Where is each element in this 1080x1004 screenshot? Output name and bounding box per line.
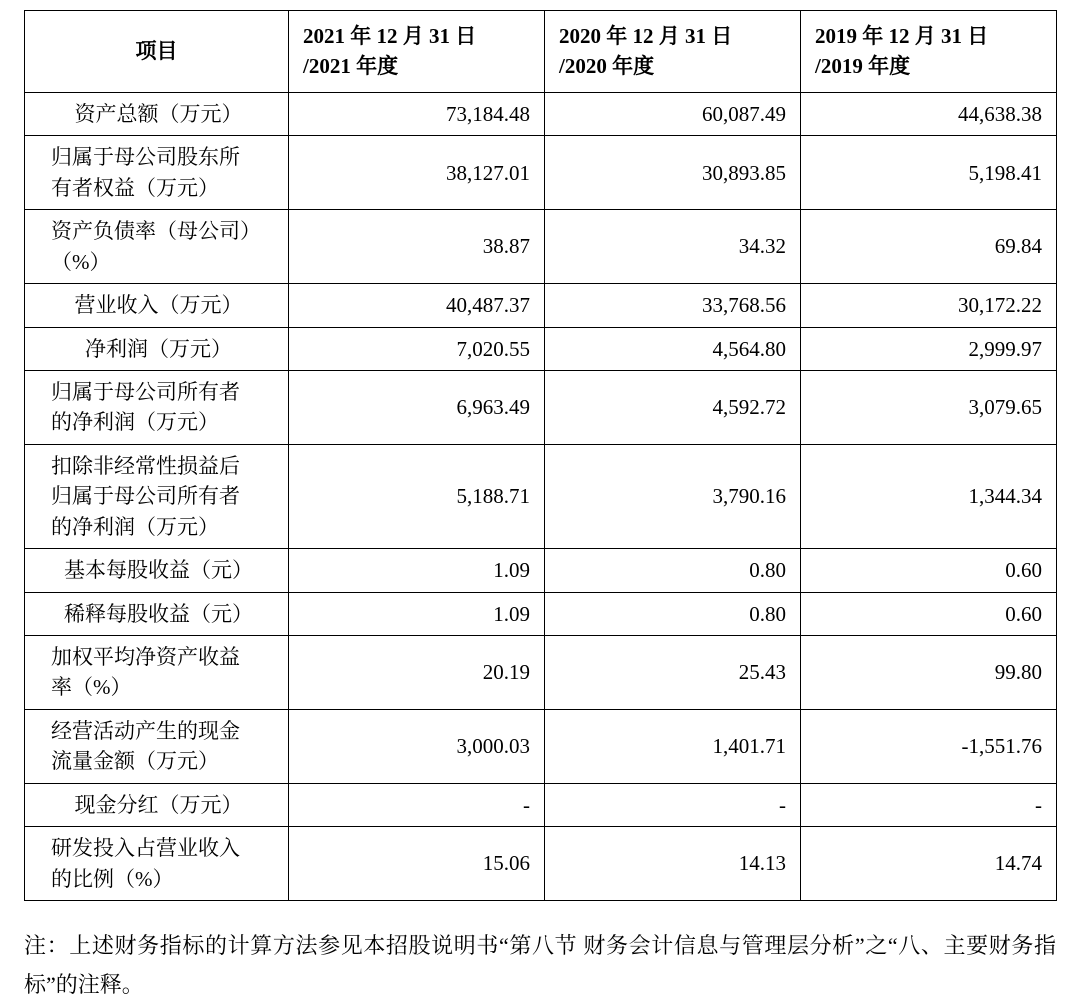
row-value-2019: 1,344.34	[801, 444, 1057, 548]
row-label	[25, 444, 289, 548]
column-header-2020	[545, 11, 801, 93]
row-value-2019: 14.74	[801, 827, 1057, 901]
column-header-2019	[801, 11, 1057, 93]
row-value-2020: 14.13	[545, 827, 801, 901]
row-value-2020: 30,893.85	[545, 136, 801, 210]
row-label-line: 稀释每股收益（元）	[64, 601, 253, 626]
row-value-2020: 4,592.72	[545, 370, 801, 444]
table-row	[25, 827, 1057, 901]
table-row	[25, 92, 1057, 135]
row-value-2019: -	[801, 783, 1057, 826]
row-value-2020: 0.80	[545, 592, 801, 635]
column-header-item	[25, 11, 289, 93]
row-value-2020: 34.32	[545, 210, 801, 284]
row-value-2021: 40,487.37	[289, 284, 545, 327]
column-header-2020-line-1: 2020 年 12 月 31 日	[559, 24, 733, 48]
row-value-2019: 0.60	[801, 549, 1057, 592]
row-label-line: 的净利润（万元）	[51, 410, 219, 435]
row-label	[25, 136, 289, 210]
column-header-2021-line-1: 2021 年 12 月 31 日	[303, 24, 477, 48]
table-row	[25, 709, 1057, 783]
row-label	[25, 592, 289, 635]
table-row	[25, 210, 1057, 284]
row-label-line: 加权平均净资产收益	[51, 645, 240, 669]
row-value-2021: 1.09	[289, 549, 545, 592]
row-value-2021: 38.87	[289, 210, 545, 284]
table-row	[25, 549, 1057, 592]
financial-indicators-table	[24, 10, 1057, 901]
row-value-2019: 69.84	[801, 210, 1057, 284]
table-row	[25, 444, 1057, 548]
row-label	[25, 827, 289, 901]
row-value-2021: 15.06	[289, 827, 545, 901]
row-value-2020: 25.43	[545, 636, 801, 710]
row-label-line: 归属于母公司所有者	[51, 484, 240, 509]
row-label	[25, 709, 289, 783]
column-header-2020-line-2: /2020 年度	[559, 54, 655, 79]
row-value-2020: 0.80	[545, 549, 801, 592]
row-label-line: 率（%）	[51, 675, 132, 700]
row-value-2019: 44,638.38	[801, 92, 1057, 135]
row-value-2020: -	[545, 783, 801, 826]
row-value-2019: 5,198.41	[801, 136, 1057, 210]
row-label-line: 经营活动产生的现金	[51, 718, 240, 743]
table-header-row	[25, 11, 1057, 93]
row-value-2019: 2,999.97	[801, 327, 1057, 370]
row-label-line: 资产负债率（母公司）	[51, 219, 261, 244]
row-label-line: 归属于母公司股东所	[51, 145, 240, 170]
row-label-line: 归属于母公司所有者	[51, 379, 240, 404]
table-row	[25, 636, 1057, 710]
row-value-2019: 0.60	[801, 592, 1057, 635]
table-row	[25, 592, 1057, 635]
row-value-2021: 3,000.03	[289, 709, 545, 783]
table-body	[25, 92, 1057, 900]
row-label	[25, 327, 289, 370]
row-value-2021: 6,963.49	[289, 370, 545, 444]
row-value-2021: 1.09	[289, 592, 545, 635]
row-label-line: 的比例（%）	[51, 866, 174, 891]
row-label-line: 流量金额（万元）	[51, 749, 219, 774]
row-value-2020: 60,087.49	[545, 92, 801, 135]
row-label	[25, 370, 289, 444]
table-footnote	[24, 927, 1056, 1004]
row-value-2021: 5,188.71	[289, 444, 545, 548]
row-value-2019: 99.80	[801, 636, 1057, 710]
row-label	[25, 210, 289, 284]
row-label-line: 营业收入（万元）	[74, 293, 243, 318]
row-value-2021: 38,127.01	[289, 136, 545, 210]
table-row	[25, 327, 1057, 370]
row-label	[25, 549, 289, 592]
row-label-line: （%）	[51, 249, 111, 274]
row-label-line: 扣除非经常性损益后	[51, 453, 240, 478]
row-label-line: 的净利润（万元）	[51, 514, 219, 539]
table-row	[25, 284, 1057, 327]
column-header-2021-line-2: /2021 年度	[303, 54, 399, 79]
row-label	[25, 92, 289, 135]
row-label-line: 资产总额（万元）	[74, 101, 243, 126]
column-header-item-line-1: 项目	[135, 39, 178, 64]
column-header-2019-line-1: 2019 年 12 月 31 日	[815, 24, 989, 48]
table-header	[25, 11, 1057, 93]
row-label	[25, 636, 289, 710]
column-header-2019-line-2: /2019 年度	[815, 54, 911, 79]
row-label-line: 有者权益（万元）	[51, 175, 219, 200]
row-value-2020: 33,768.56	[545, 284, 801, 327]
table-row	[25, 783, 1057, 826]
row-label-line: 现金分红（万元）	[74, 792, 243, 817]
table-row	[25, 136, 1057, 210]
row-value-2020: 1,401.71	[545, 709, 801, 783]
row-value-2021: 7,020.55	[289, 327, 545, 370]
table-row	[25, 370, 1057, 444]
row-value-2019: -1,551.76	[801, 709, 1057, 783]
row-label	[25, 284, 289, 327]
row-value-2020: 4,564.80	[545, 327, 801, 370]
row-value-2019: 3,079.65	[801, 370, 1057, 444]
row-label-line: 基本每股收益（元）	[64, 558, 253, 583]
row-label-line: 研发投入占营业收入	[51, 836, 240, 861]
row-value-2021: 73,184.48	[289, 92, 545, 135]
row-value-2021: 20.19	[289, 636, 545, 710]
table-footnote-text: 注：上述财务指标的计算方法参见本招股说明书“第八节 财务会计信息与管理层分析”之“八、主要财务指标”的注释。	[24, 933, 1056, 997]
row-value-2021: -	[289, 783, 545, 826]
row-label	[25, 783, 289, 826]
column-header-2021	[289, 11, 545, 93]
row-value-2019: 30,172.22	[801, 284, 1057, 327]
row-value-2020: 3,790.16	[545, 444, 801, 548]
row-label-line: 净利润（万元）	[85, 336, 232, 361]
